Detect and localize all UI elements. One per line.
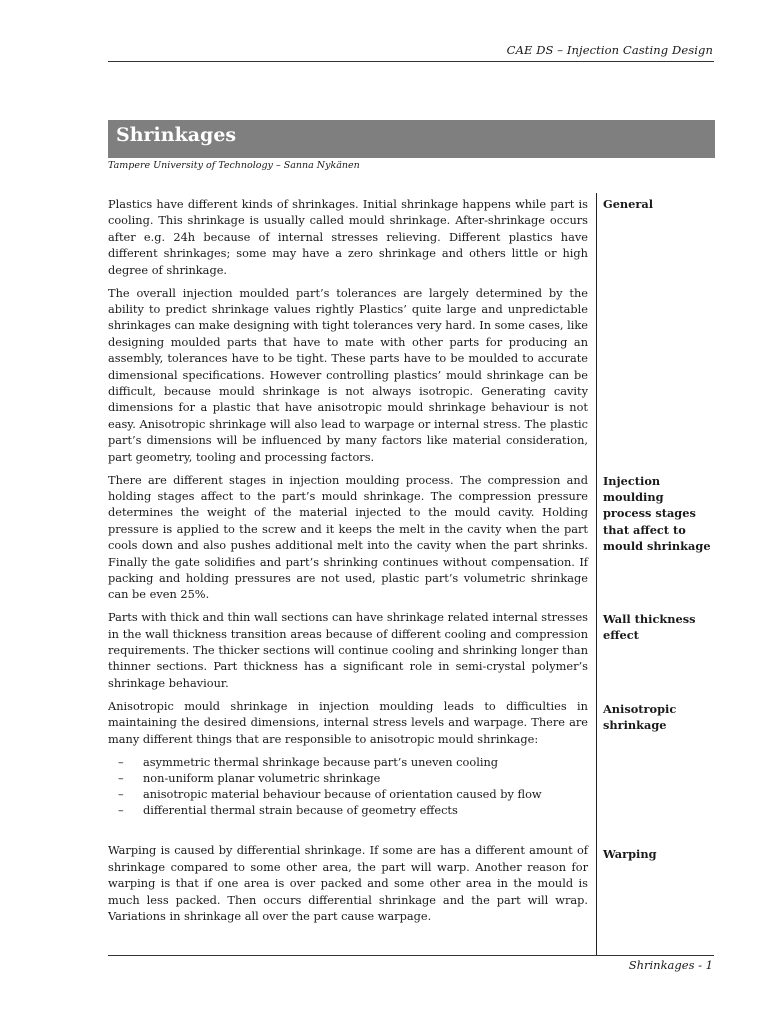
list-item [108, 754, 588, 770]
paragraph-general: Plastics have different kinds of shrinkages. Initial shrinkage happens while part is cooling. This shrinkage is usually called mould shrinkage. After-shrinkage occurs after e.g. 24h because of internal stresses relieving. Different plastics have different shrinkages; some may have a zero shrinkage and others little or high degree of shrinkage. [108, 197, 588, 277]
paragraph-warping: Warping is caused by differential shrinkage. If some are has a different amount of shrinkage compared to some other area, the part will warp. Another reason for warping is that if one area is over packed and some other area in the mould is much less packed. Then occurs differential shrinkage and the part will wrap. Variations in shrinkage all over the part cause warpage. [108, 843, 588, 923]
dash-marker: – [118, 803, 124, 818]
page-number: Shrinkages - 1 [628, 958, 713, 972]
running-header: CAE DS – Injection Casting Design [506, 43, 713, 57]
list-item [108, 786, 588, 802]
dash-marker: – [118, 754, 124, 769]
main-text-column [108, 196, 588, 931]
paragraph-anisotropic: Anisotropic mould shrinkage in injection moulding leads to difficulties in maintaining the desired dimensions, internal stress levels and warpage. There are many different things that are responsible to anisotropic mould shrinkage: [108, 698, 588, 746]
paragraph-tolerances: The overall injection moulded part’s tolerances are largely determined by the ability to predict shrinkage values rightly Plastics’ quite large and unpredictable shrinkages can make designing with tight tolerances very hard. In some cases, like designing moulded parts that have to mate with other parts for producing an assembly, tolerances have to be tight. These parts have to be moulded to accurate dimensional specifications. However controlling plastics’ mould shrinkage can be difficult, because mould shrinkage is not always isotropic. Generating cavity dimensions for a plastic that have anisotropic mould shrinkage behaviour is not easy. Anisotropic shrinkage will also lead to warpage or internal stress. The plastic part’s dimensions will be influenced by many factors like material consideration, part geometry, tooling and processing factors. [108, 285, 588, 464]
title-band [108, 120, 715, 158]
footer-rule [108, 955, 714, 956]
dash-marker: – [118, 786, 124, 801]
list-item-text: non-uniform planar volumetric shrinkage [143, 770, 381, 785]
dash-marker: – [118, 770, 124, 785]
paragraph-stages: There are different stages in injection moulding process. The compression and holding stages affect to the part’s mould shrinkage. The compression pressure determines the weight of the material injected to the mould cavity. Holding pressure is applied to the screw and it keeps the melt in the cavity when the part cools down and also pushes additional melt into the cavity when the part shrinks. Finally the gate solidifies and part’s shrinking continues without compensation. If packing and holding pressures are not used, plastic part’s volumetric shrinkage can be even 25%. [108, 472, 588, 602]
header-rule [108, 61, 714, 62]
side-heading-warping: Warping [603, 847, 657, 861]
margin-divider [596, 193, 597, 955]
list-item [108, 770, 588, 786]
page-title: Shrinkages [116, 124, 237, 146]
paragraph-wall-thickness: Parts with thick and thin wall sections can have shrinkage related internal stresses in the wall thickness transition areas because of different cooling and compression requirements. The thicker sections will continue cooling and shrinking longer than thinner sections. Part thickness has a significant role in semi-crystal polymer’s shrinkage behaviour. [108, 610, 588, 690]
side-heading-wall-thickness: Wall thickness effect [603, 612, 696, 643]
list-item [108, 802, 588, 818]
byline: Tampere University of Technology – Sanna Nykänen [108, 160, 360, 171]
side-heading-stages: Injection moulding process stages that affect to mould shrinkage [603, 474, 711, 553]
list-item-text: differential thermal strain because of geometry effects [143, 803, 458, 818]
list-item-text: asymmetric thermal shrinkage because part’s uneven cooling [143, 754, 499, 769]
list-item-text: anisotropic material behaviour because of orientation caused by flow [143, 786, 542, 801]
side-heading-general: General [603, 197, 654, 211]
anisotropic-causes-list [108, 754, 588, 819]
side-heading-anisotropic: Anisotropic shrinkage [603, 702, 677, 733]
